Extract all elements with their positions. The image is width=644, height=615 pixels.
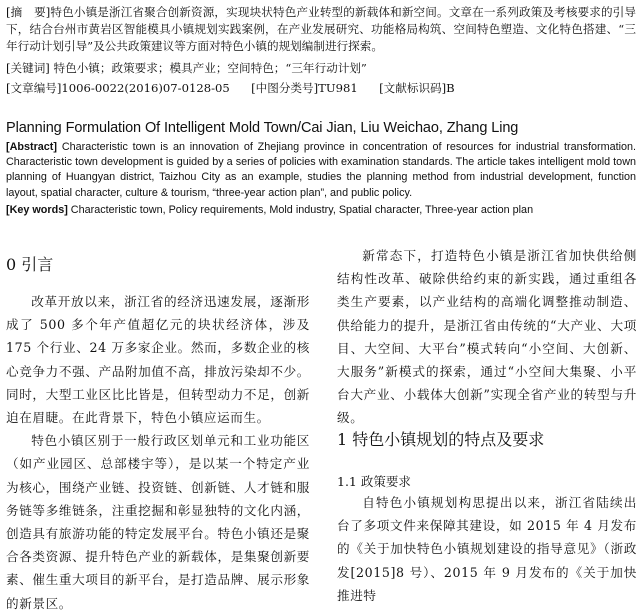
class-no-label: [中图分类号] [251,81,319,95]
doc-code: B [446,81,455,95]
class-no: TU981 [318,81,358,95]
cn-keywords-text: 特色小镇；政策要求；模具产业；空间特色；“三年行动计划” [53,61,367,75]
subsection-1-1-title: 1.1 政策要求 [337,474,411,489]
left-paragraph-1: 改革开放以来，浙江省的经济迅速发展，逐渐形成了 500 多个年产值超亿元的块状经济体，涉及 175 个行业、24 万多家企业。然而，多数企业的核心竞争力不强、产品附加值不高，排放污染却不少。同时，大型工业区比比皆是，但转型动力不足，创新迫在眉睫。在此背景下，特色小镇应运而生。 [6,294,310,426]
left-paragraph-2: 特色小镇区别于一般行政区划单元和工业功能区（如产业园区、总部楼宇等），是以某一个特定产业为核心，围绕产业链、投资链、创新链、人才链和服务链等多维链条，注重挖掘和彰显独特的文化内涵，创造具有旅游功能的特定发展平台。特色小镇还是聚合各类资源、提升特色产业的新载体，是集聚创新要素、催生重大项目的新平台，是打造品牌、展示形象的新景区。 [6,433,310,611]
section-1-title: 1 特色小镇规划的特点及要求 [337,430,545,449]
right-paragraph-2: 自特色小镇规划构思提出以来，浙江省陆续出台了多项文件来保障其建设，如 2015 年 4 月发布的《关于加快特色小镇规划建设的指导意见》（浙政发[2015]8 号）、2015 年 9 月发布的《关于加快推进特 [337,495,637,603]
english-title: Planning Formulation Of Intelligent Mold Town/Cai Jian, Liu Weichao, Zhang Ling [6,120,519,136]
cn-keywords-label: [关键词] [6,61,50,75]
cn-keywords [6,60,636,77]
section-0-title: 0 引言 [6,255,54,274]
article-no: 1006-0022(2016)07-0128-05 [61,81,230,95]
right-column-body-2 [337,491,637,607]
cn-abstract-text: 特色小镇是浙江省聚合创新资源，实现块状特色产业转型的新载体和新空间。文章在一系列政策及考核要求的引导下，结合台州市黄岩区智能模具小镇规划实践案例，在产业发展研究、功能格局构筑、空间特色塑造、文化特色搭建、“三年行动计划引导”及公共政策建议等方面对特色小镇的规划编制进行探索。 [6,5,636,53]
article-no-label: [文章编号] [6,81,62,95]
english-keywords-text: Characteristic town, Policy requirements, Mold industry, Spatial character, Three-year action plan [70,204,534,216]
english-abstract-text: Characteristic town is an innovation of Zhejiang province in concentration of resources for industrial transformation. Characteristic town development is guided by a series of policies with examination standards. The article takes intelligent mold town planning of Huangyan district, Taizhou City as an example, studies the planning method from industrial development, function layout, spatial character, culture & tourism, “three-year action plan”, and public policy. [6,141,636,199]
english-keywords-label: [Key words] [6,204,68,216]
english-keywords [6,203,636,218]
cn-abstract [6,4,636,55]
right-column-body [337,244,637,430]
cn-meta [6,80,636,97]
doc-code-label: [文献标识码] [379,81,447,95]
left-column-body [6,290,310,615]
cn-abstract-label: [摘 要] [6,5,51,19]
english-abstract [6,140,636,201]
english-abstract-label: [Abstract] [6,141,57,153]
right-paragraph-1: 新常态下，打造特色小镇是浙江省加快供给侧结构性改革、破除供给约束的新实践，通过重组各类生产要素，以产业结构的高端化调整推动制造、供给能力的提升，是浙江省由传统的“大产业、大项目、大空间、大平台”模式转向“小空间、大创新、大服务”新模式的探索，通过“小空间大集聚、小平台大产业、小载体大创新”实现全省产业的转型与升级。 [337,248,637,426]
